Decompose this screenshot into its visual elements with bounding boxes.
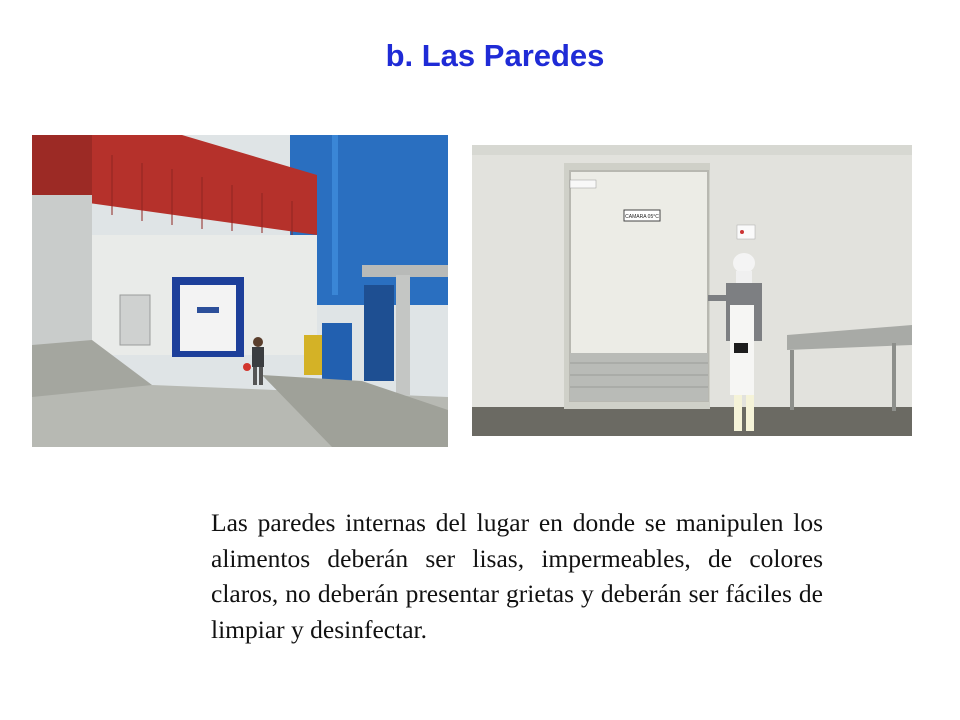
door-sign-label: CAMARA 05°C — [625, 214, 659, 220]
loading-dock-photo — [32, 135, 448, 447]
cold-room-door-photo — [472, 145, 912, 436]
body-paragraph: Las paredes internas del lugar en donde se manipulen los alimentos deberán ser lisas, impermeables, de colores claros, no deberán presentar grietas y deberán ser fáciles de limpiar y desinfectar. — [211, 508, 823, 644]
slide-title: b. Las Paredes — [385, 38, 605, 73]
